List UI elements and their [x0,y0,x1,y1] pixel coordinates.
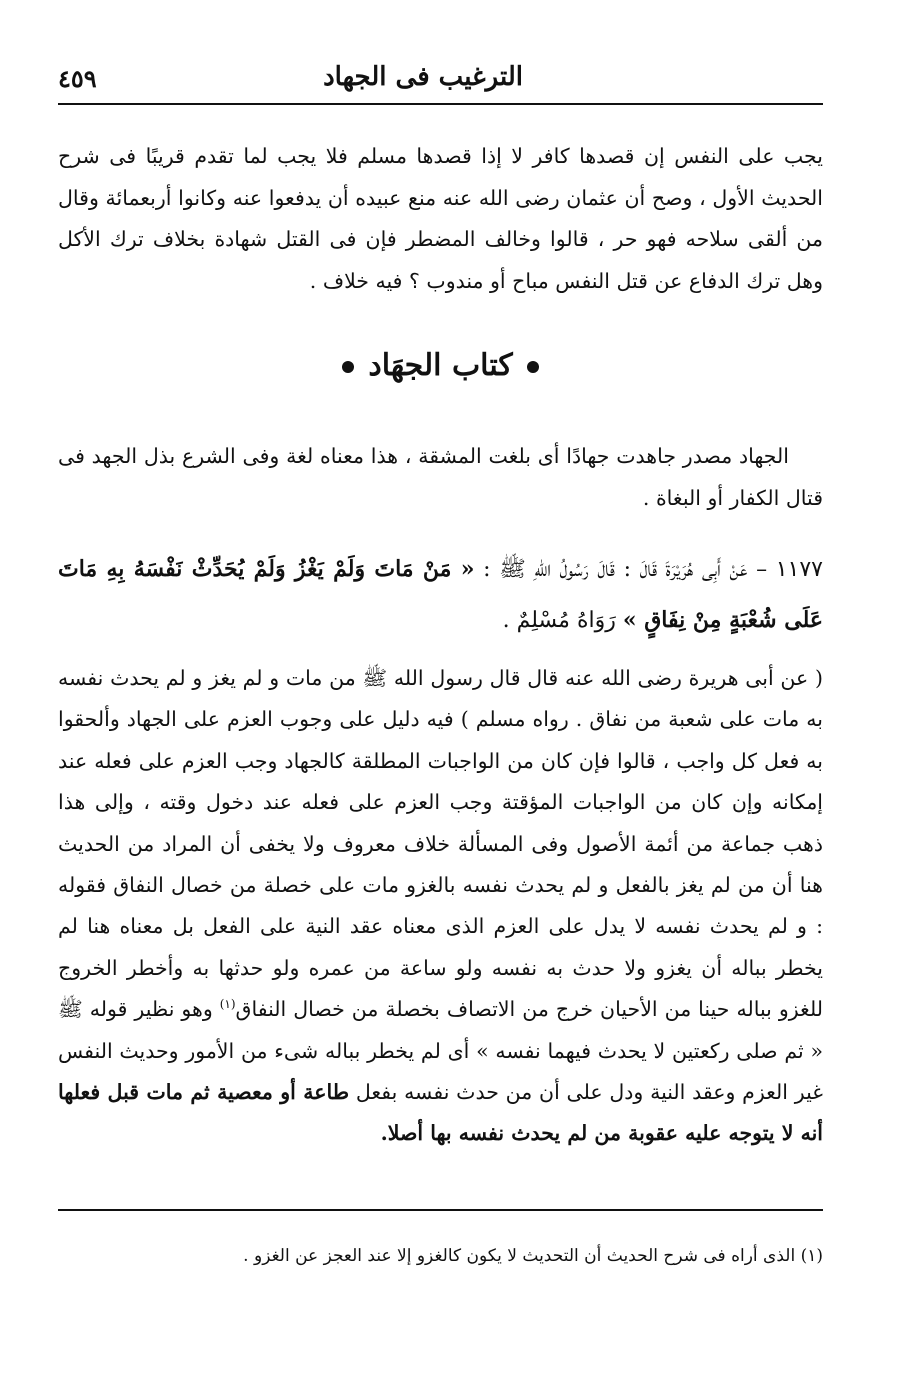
footnote-rule [58,1209,823,1211]
bullet-icon [342,361,354,373]
commentary-paragraph [58,658,823,1155]
footnote-reference: (١) [219,997,236,1012]
chapter-heading [58,348,823,383]
page-number: ٤٥٩ [58,64,97,93]
hadith-matn: « مَنْ مَاتَ وَلَمْ يَغْزُ وَلَمْ يُحَدِّثْ نَفْسَهُ بِهِ مَاتَ عَلَى شُعْبَةٍ مِنْ نِفَاقٍ » [58,556,823,633]
commentary-bold-conclusion: طاعة أو معصية ثم مات قبل فعلها أنه لا يتوجه عليه عقوبة من لم يحدث نفسه بها أصلا. [58,1080,823,1146]
intro-paragraph: يجب على النفس إن قصدها كافر لا إذا قصدها مسلم فلا يجب لما تقدم قريبًا فى شرح الحديث الأول ، وصح أن عثمان رضى الله عنه منع عبيده أن يدفعوا عنه وكانوا أربعمائة وقال من ألقى سلاحه فهو حر ، قالوا وخالف المضطر فإن فى القتل شهادة بخلاف ترك الأكل وهل ترك الدفاع عن قتل النفس مباح أو مندوب ؟ فيه خلاف . [58,144,823,293]
header-rule [58,103,823,105]
hadith-number: ١١٧٧ [775,557,823,582]
book-page [58,58,823,1348]
bullet-icon [527,361,539,373]
page-header [58,58,823,102]
hadith-source: رَوَاهُ مُسْلِمٌ . [502,608,616,633]
definition-paragraph: الجهاد مصدر جاهدت جهادًا أى بلغت المشقة ، هذا معناه لغة وفى الشرع بذل الجهد فى قتال الكفار أو البغاة . [58,444,823,510]
chapter-title: كتاب الجهَاد [368,348,513,383]
commentary-text-continued: وهو نظير قوله ﷺ « ثم صلى ركعتين لا يحدث فيهما نفسه » أى لم يخطر بباله شىء من الأمور وحديث النفس غير العزم وعقد النية ودل على أن من حدث نفسه بفعل [58,997,823,1105]
hadith-text [58,544,823,646]
hadith-dash: – [756,557,768,582]
hadith-isnad: عَنْ أَبِى هُرَيْرَةَ قَالَ : قَالَ رَسُولُ اللهِ ﷺ : [483,557,748,582]
running-title: الترغيب فى الجهاد [323,62,523,92]
footnote: (١) الذى أراه فى شرح الحديث أن التحديث لا يكون كالغزو إلا عند العجز عن الغزو . [243,1246,823,1266]
commentary-text: ( عن أبى هريرة رضى الله عنه قال قال رسول الله ﷺ من مات و لم يغز و لم يحدث نفسه به مات على شعبة من نفاق . رواه مسلم ) فيه دليل على وجوب العزم على الجهاد وألحقوا به فعل كل واجب ، قالوا فإن كان من الواجبات المطلقة كالجهاد وجب العزم على فعله عند إمكانه وإن كان من الواجبات المؤقتة وجب العزم على فعله عند دخول وقته ، وإلى هذا ذهب جماعة من أئمة الأصول وفى المسألة خلاف معروف ولا يخفى أن المراد من الحديث هنا أن من لم يغز بالفعل و لم يحدث نفسه بالغزو مات على خصلة من خصال النفاق فقوله : و لم يحدث نفسه لا يدل على العزم الذى معناه عقد النية على الفعل بل معناه هنا لم يخطر بباله أن يغزو ولا حدث به نفسه ولو ساعة من عمره ولو حدثها به وأخطر الخروج للغزو بباله حينا من الأحيان خرج من الاتصاف بخصلة من خصال النفاق [58,666,823,1022]
